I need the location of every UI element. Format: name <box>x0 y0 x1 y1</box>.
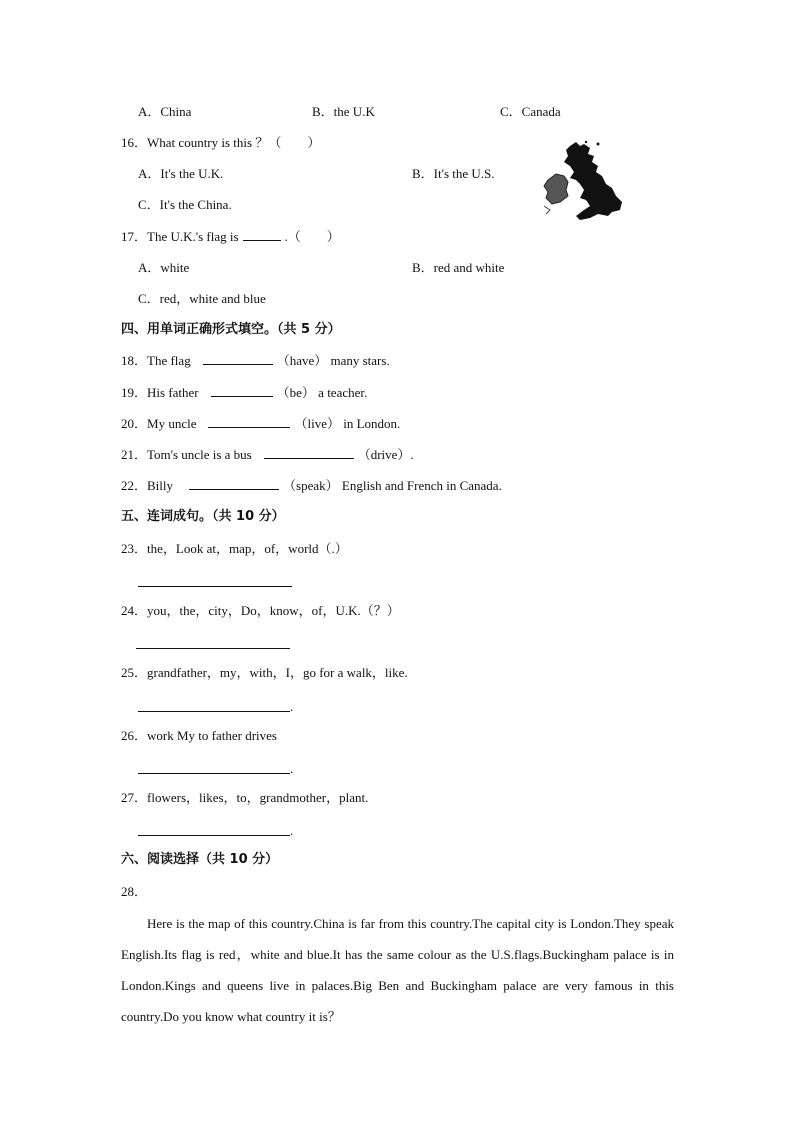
q25-answer-line <box>138 711 290 712</box>
q18: 18．The flag （have） many stars. <box>121 353 390 368</box>
q15-option-c: C．Canada <box>500 104 561 119</box>
great-britain-shape <box>564 142 622 220</box>
q26-period: . <box>290 761 294 776</box>
q17-option-c: C．red，white and blue <box>138 291 266 306</box>
q27-answer-line <box>138 835 290 836</box>
passage-text: Here is the map of this country.China is far from this country.The capital city is London.They speak English.Its flag is red，white and blue.It has the same colour as the U.S.flags.Buckingham palace is in London.Kings and queens live in palaces.Big Ben and Buckingham palace are very famous in this country.Do you know what country it is？ <box>121 916 674 1024</box>
q20-blank <box>208 415 290 428</box>
q24: 24．you，the，city，Do，know，of，U.K.（？） <box>121 603 400 618</box>
q21-blank <box>264 446 354 459</box>
q15-option-b: B．the U.K <box>312 104 375 119</box>
q25: 25．grandfather，my，with，I，go for a walk，like. <box>121 665 408 680</box>
shetland-island <box>597 143 600 146</box>
ireland-coast-mark <box>544 206 550 214</box>
reading-passage <box>121 908 674 1032</box>
q19: 19．His father （be） a teacher. <box>121 385 368 400</box>
section5-title: 五、连词成句。（共 10 分） <box>121 509 285 524</box>
q15-option-a: A．China <box>138 104 192 119</box>
q21: 21．Tom's uncle is a bus （drive）. <box>121 447 414 462</box>
q19-blank <box>211 384 273 397</box>
q16-question: 16．What country is this ？（ ） <box>121 135 321 150</box>
q17-question: 17．The U.K.'s flag is .（ ） <box>121 229 340 244</box>
ireland-shape <box>544 174 568 204</box>
q23-answer-line <box>138 586 292 587</box>
q28-number: 28． <box>121 884 148 899</box>
q26: 26．work My to father drives <box>121 728 277 743</box>
q20: 20．My uncle （live） in London. <box>121 416 401 431</box>
q16-option-b: B．It's the U.S. <box>412 166 495 181</box>
uk-map-icon <box>540 140 626 222</box>
section4-title: 四、用单词正确形式填空。（共 5 分） <box>121 322 341 337</box>
q26-answer-line <box>138 773 290 774</box>
q27: 27．flowers，likes，to，grandmother，plant. <box>121 790 369 805</box>
q16-option-a: A．It's the U.K. <box>138 166 224 181</box>
section6-title: 六、阅读选择（共 10 分） <box>121 852 279 867</box>
q23: 23．the，Look at，map，of，world（.） <box>121 541 348 556</box>
q22-blank <box>189 477 279 490</box>
q22: 22．Billy （speak） English and French in Canada. <box>121 478 502 493</box>
q17-option-a: A．white <box>138 260 190 275</box>
q27-period: . <box>290 823 294 838</box>
q17-blank <box>243 228 281 241</box>
q16-option-c: C．It's the China. <box>138 197 232 212</box>
q17-option-b: B．red and white <box>412 260 505 275</box>
q18-blank <box>203 352 273 365</box>
orkney-island <box>585 141 587 143</box>
q24-answer-line <box>136 648 290 649</box>
q25-period: . <box>290 699 294 714</box>
